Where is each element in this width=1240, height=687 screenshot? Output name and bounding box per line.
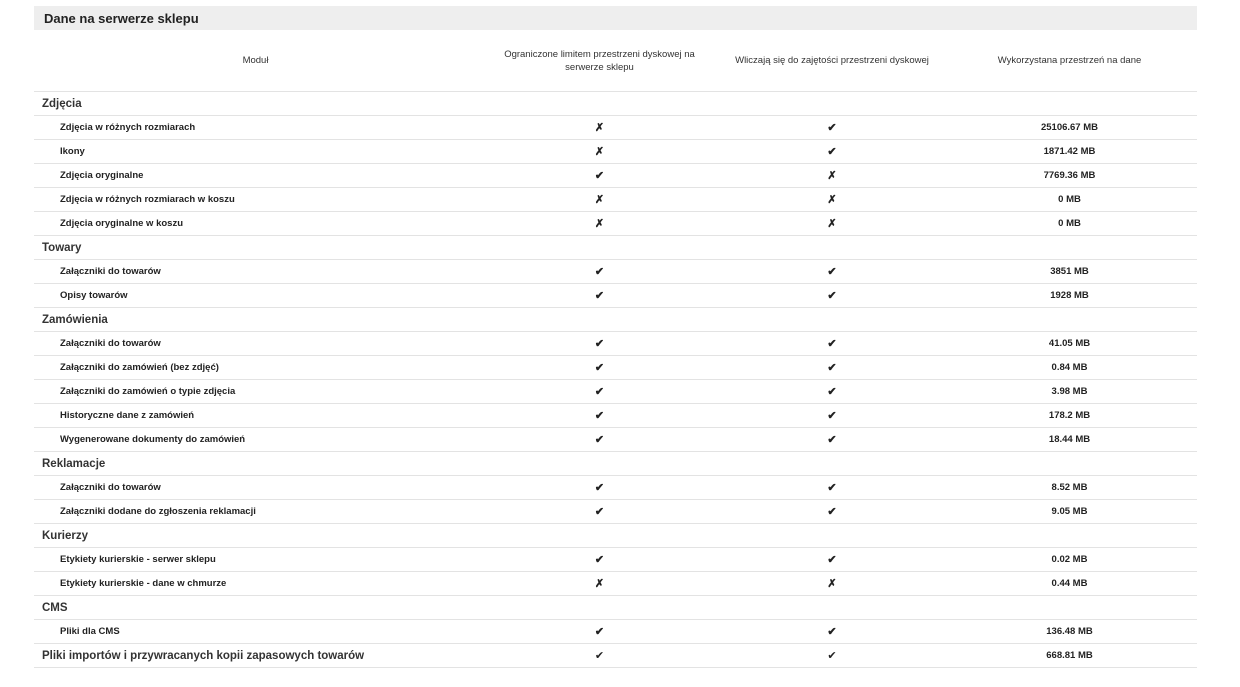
limited-status <box>477 404 722 428</box>
counted-status-mark: ✔ <box>827 146 837 158</box>
table-row <box>34 380 1197 404</box>
counted-status <box>722 620 942 644</box>
counted-status <box>722 476 942 500</box>
group-name: Zdjęcia <box>34 92 477 116</box>
counted-status <box>722 332 942 356</box>
limited-status-mark: ✔ <box>594 170 605 182</box>
storage-table <box>34 30 1197 668</box>
column-header-used: Wykorzystana przestrzeń na dane <box>942 30 1197 92</box>
counted-status-mark: ✔ <box>827 482 837 494</box>
table-row <box>34 284 1197 308</box>
limited-status <box>477 380 722 404</box>
group-used-cell <box>942 524 1197 548</box>
limited-status <box>477 428 722 452</box>
counted-status <box>722 140 942 164</box>
used-space: 1928 MB <box>942 284 1197 308</box>
counted-status <box>722 548 942 572</box>
used-space: 0.02 MB <box>942 548 1197 572</box>
column-header-limited: Ograniczone limitem przestrzeni dyskowej na serwerze sklepu <box>477 30 722 92</box>
limited-status <box>477 140 722 164</box>
used-space: 0 MB <box>942 188 1197 212</box>
row-label: Zdjęcia oryginalne w koszu <box>34 212 477 236</box>
group-limited-cell <box>477 236 722 260</box>
row-label: Załączniki do towarów <box>34 260 477 284</box>
counted-status-mark: ✔ <box>827 122 837 134</box>
counted-status-mark: ✔ <box>827 362 837 374</box>
group-used-cell <box>942 236 1197 260</box>
group-used-cell <box>942 308 1197 332</box>
limited-status-mark: ✔ <box>594 626 605 638</box>
table-row <box>34 620 1197 644</box>
group-used-cell <box>942 452 1197 476</box>
used-space: 25106.67 MB <box>942 116 1197 140</box>
row-label: Zdjęcia w różnych rozmiarach w koszu <box>34 188 477 212</box>
counted-status-mark: ✔ <box>827 626 837 638</box>
limited-status-mark: ✔ <box>594 482 605 494</box>
summary-label: Pliki importów i przywracanych kopii zapasowych towarów <box>34 644 477 668</box>
limited-status-mark: ✔ <box>594 410 605 422</box>
column-header-counted: Wliczają się do zajętości przestrzeni dyskowej <box>722 30 942 92</box>
table-row <box>34 260 1197 284</box>
counted-status-mark: ✗ <box>827 578 837 590</box>
table-row <box>34 164 1197 188</box>
limited-status-mark: ✔ <box>594 362 605 374</box>
limited-status-mark: ✔ <box>594 434 605 446</box>
row-label: Zdjęcia w różnych rozmiarach <box>34 116 477 140</box>
used-space: 0.84 MB <box>942 356 1197 380</box>
limited-status-mark: ✔ <box>594 290 605 302</box>
summary-limited-status <box>477 644 722 668</box>
limited-status-mark: ✔ <box>594 338 605 350</box>
group-limited-cell <box>477 524 722 548</box>
group-used-cell <box>942 92 1197 116</box>
counted-status-mark: ✔ <box>827 434 837 446</box>
group-name: Kurierzy <box>34 524 477 548</box>
limited-status <box>477 476 722 500</box>
table-row <box>34 428 1197 452</box>
limited-status-mark: ✗ <box>594 146 605 158</box>
row-label: Załączniki dodane do zgłoszenia reklamacji <box>34 500 477 524</box>
table-row <box>34 116 1197 140</box>
limited-status-mark: ✗ <box>594 194 605 206</box>
table-row <box>34 548 1197 572</box>
counted-status-mark: ✗ <box>827 194 837 206</box>
group-row <box>34 452 1197 476</box>
counted-status <box>722 428 942 452</box>
group-row <box>34 308 1197 332</box>
row-label: Ikony <box>34 140 477 164</box>
used-space: 41.05 MB <box>942 332 1197 356</box>
row-label: Opisy towarów <box>34 284 477 308</box>
summary-limited-status-mark: ✔ <box>594 650 605 662</box>
summary-counted-status <box>722 644 942 668</box>
limited-status-mark: ✗ <box>594 578 605 590</box>
counted-status <box>722 404 942 428</box>
counted-status <box>722 260 942 284</box>
group-counted-cell <box>722 452 942 476</box>
panel-title: Dane na serwerze sklepu <box>44 10 199 26</box>
counted-status <box>722 116 942 140</box>
row-label: Etykiety kurierskie - dane w chmurze <box>34 572 477 596</box>
row-label: Zdjęcia oryginalne <box>34 164 477 188</box>
counted-status-mark: ✔ <box>827 386 837 398</box>
row-label: Załączniki do zamówień o typie zdjęcia <box>34 380 477 404</box>
table-row <box>34 572 1197 596</box>
counted-status <box>722 212 942 236</box>
row-label: Etykiety kurierskie - serwer sklepu <box>34 548 477 572</box>
group-row <box>34 236 1197 260</box>
used-space: 9.05 MB <box>942 500 1197 524</box>
limited-status-mark: ✔ <box>594 386 605 398</box>
table-row <box>34 404 1197 428</box>
group-counted-cell <box>722 92 942 116</box>
counted-status <box>722 284 942 308</box>
row-label: Pliki dla CMS <box>34 620 477 644</box>
used-space: 178.2 MB <box>942 404 1197 428</box>
row-label: Załączniki do zamówień (bez zdjęć) <box>34 356 477 380</box>
used-space: 3851 MB <box>942 260 1197 284</box>
limited-status-mark: ✔ <box>594 554 605 566</box>
counted-status <box>722 188 942 212</box>
summary-row <box>34 644 1197 668</box>
counted-status-mark: ✗ <box>827 170 837 182</box>
counted-status-mark: ✗ <box>827 218 837 230</box>
counted-status-mark: ✔ <box>827 506 837 518</box>
group-counted-cell <box>722 236 942 260</box>
group-counted-cell <box>722 524 942 548</box>
summary-counted-status-mark: ✔ <box>827 650 837 662</box>
limited-status-mark: ✔ <box>594 506 605 518</box>
limited-status <box>477 620 722 644</box>
table-row <box>34 356 1197 380</box>
group-limited-cell <box>477 92 722 116</box>
group-limited-cell <box>477 452 722 476</box>
limited-status <box>477 548 722 572</box>
row-label: Załączniki do towarów <box>34 332 477 356</box>
summary-used-space: 668.81 MB <box>942 644 1197 668</box>
counted-status <box>722 356 942 380</box>
table-row <box>34 332 1197 356</box>
group-counted-cell <box>722 308 942 332</box>
limited-status <box>477 332 722 356</box>
counted-status <box>722 380 942 404</box>
limited-status <box>477 572 722 596</box>
counted-status <box>722 572 942 596</box>
counted-status-mark: ✔ <box>827 554 837 566</box>
row-label: Wygenerowane dokumenty do zamówień <box>34 428 477 452</box>
used-space: 3.98 MB <box>942 380 1197 404</box>
group-limited-cell <box>477 308 722 332</box>
counted-status <box>722 500 942 524</box>
panel-header <box>34 6 1197 30</box>
group-counted-cell <box>722 596 942 620</box>
used-space: 0.44 MB <box>942 572 1197 596</box>
used-space: 7769.36 MB <box>942 164 1197 188</box>
limited-status <box>477 212 722 236</box>
limited-status-mark: ✗ <box>594 122 605 134</box>
group-name: Zamówienia <box>34 308 477 332</box>
table-row <box>34 476 1197 500</box>
group-name: Reklamacje <box>34 452 477 476</box>
limited-status <box>477 500 722 524</box>
group-row <box>34 92 1197 116</box>
used-space: 0 MB <box>942 212 1197 236</box>
limited-status-mark: ✔ <box>594 266 605 278</box>
used-space: 136.48 MB <box>942 620 1197 644</box>
row-label: Załączniki do towarów <box>34 476 477 500</box>
limited-status <box>477 164 722 188</box>
group-name: Towary <box>34 236 477 260</box>
table-header-row <box>34 30 1197 92</box>
group-limited-cell <box>477 596 722 620</box>
counted-status-mark: ✔ <box>827 338 837 350</box>
used-space: 1871.42 MB <box>942 140 1197 164</box>
table-row <box>34 500 1197 524</box>
limited-status <box>477 284 722 308</box>
row-label: Historyczne dane z zamówień <box>34 404 477 428</box>
limited-status <box>477 188 722 212</box>
group-used-cell <box>942 596 1197 620</box>
table-row <box>34 212 1197 236</box>
limited-status-mark: ✗ <box>594 218 605 230</box>
limited-status <box>477 260 722 284</box>
table-body <box>34 92 1197 668</box>
counted-status <box>722 164 942 188</box>
limited-status <box>477 116 722 140</box>
group-row <box>34 524 1197 548</box>
table-row <box>34 140 1197 164</box>
limited-status <box>477 356 722 380</box>
used-space: 18.44 MB <box>942 428 1197 452</box>
column-header-module: Moduł <box>34 30 477 92</box>
group-name: CMS <box>34 596 477 620</box>
counted-status-mark: ✔ <box>827 290 837 302</box>
group-row <box>34 596 1197 620</box>
counted-status-mark: ✔ <box>827 410 837 422</box>
table-row <box>34 188 1197 212</box>
counted-status-mark: ✔ <box>827 266 837 278</box>
used-space: 8.52 MB <box>942 476 1197 500</box>
storage-panel <box>34 6 1197 668</box>
